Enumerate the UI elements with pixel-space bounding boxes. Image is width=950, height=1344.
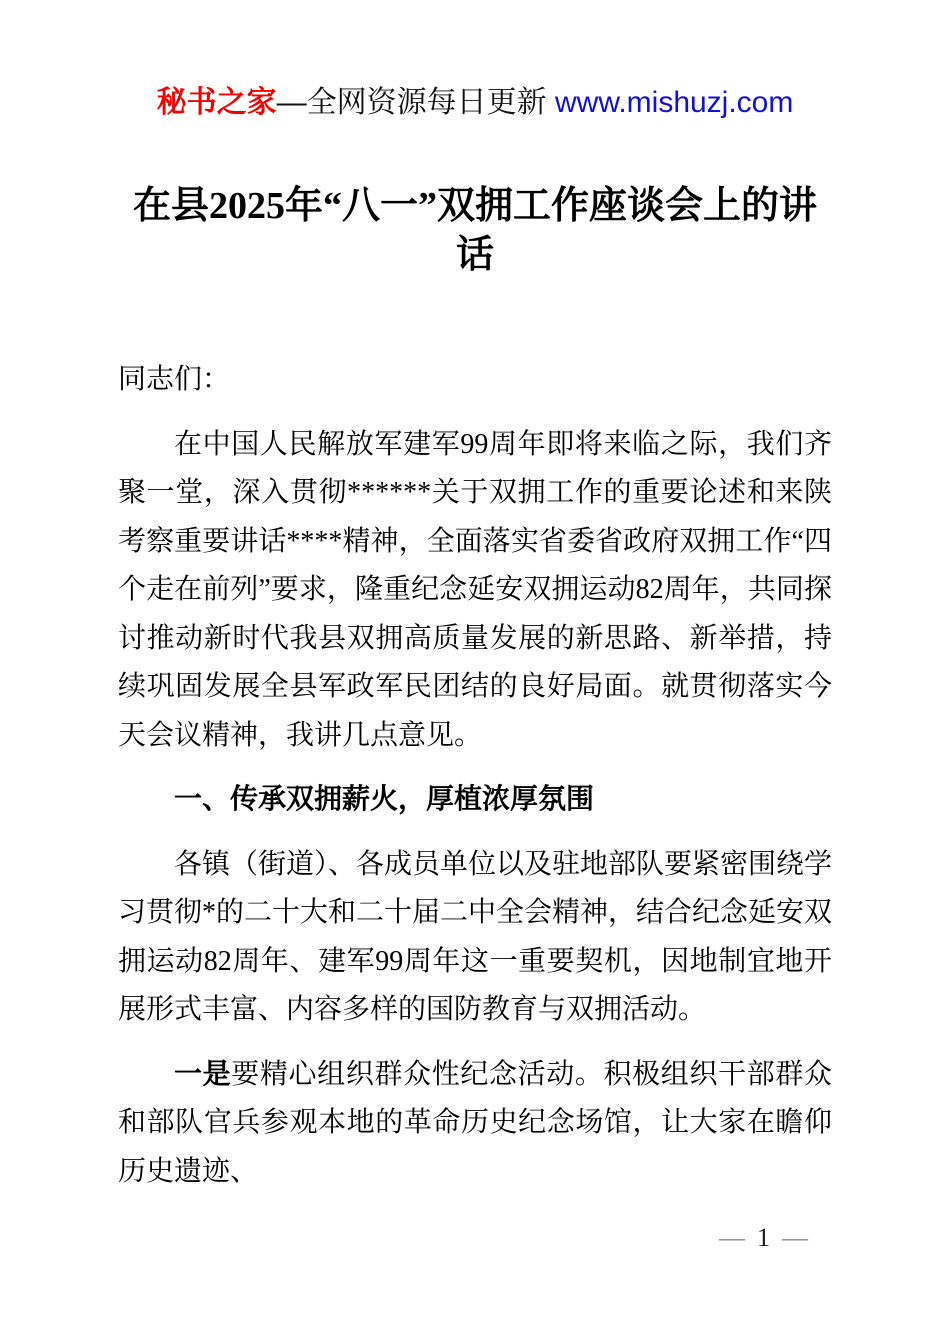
document-title-line2: 话 xyxy=(455,234,494,276)
paragraph-opening: 在中国人民解放军建军99周年即将来临之际，我们齐聚一堂，深入贯彻******关于双拥工作的重要论述和来陕考察重要讲话****精神，全面落实省委省政府双拥工作“四个走在前列”要求，隆重纪念延安双拥运动82周年，共同探讨推动新时代我县双拥高质量发展的新思路、新举措，持续巩固发展全县军政军民团结的良好局面。就贯彻落实今天会议精神，我讲几点意见。 xyxy=(118,428,832,751)
section-one-point-one xyxy=(118,1051,832,1197)
site-url-link[interactable]: www.mishuzj.com xyxy=(554,86,794,119)
document-title-line1: 在县2025年“八一”双拥工作座谈会上的讲 xyxy=(132,185,817,227)
page-footer xyxy=(719,1224,808,1252)
section-one-intro: 各镇（街道）、各成员单位以及驻地部队要紧密围绕学习贯彻*的二十大和二十届二中全会精神，结合纪念延安双拥运动82周年、建军99周年这一重要契机，因地制宜地开展形式丰富、内容多样的国防教育与双拥活动。 xyxy=(118,848,833,1025)
point-one-lead: 一是 xyxy=(174,1058,232,1090)
salutation: 同志们： xyxy=(118,364,231,395)
site-tagline: —全网资源每日更新 xyxy=(276,86,555,119)
page-number-dash-left: — xyxy=(719,1223,745,1252)
page-number: 1 xyxy=(757,1223,770,1252)
section-one-heading: 一、传承双拥薪火，厚植浓厚氛围 xyxy=(174,784,595,815)
document-body xyxy=(0,356,950,1196)
page-number-dash-right: — xyxy=(782,1223,808,1252)
site-brand: 秘书之家 xyxy=(156,86,277,119)
point-one-text: 要精心组织群众性纪念活动。积极组织干部群众和部队官兵参观本地的革命历史纪念场馆，让大家在瞻仰历史遗迹、 xyxy=(118,1058,832,1187)
document-title xyxy=(110,182,840,280)
site-banner xyxy=(0,0,950,122)
